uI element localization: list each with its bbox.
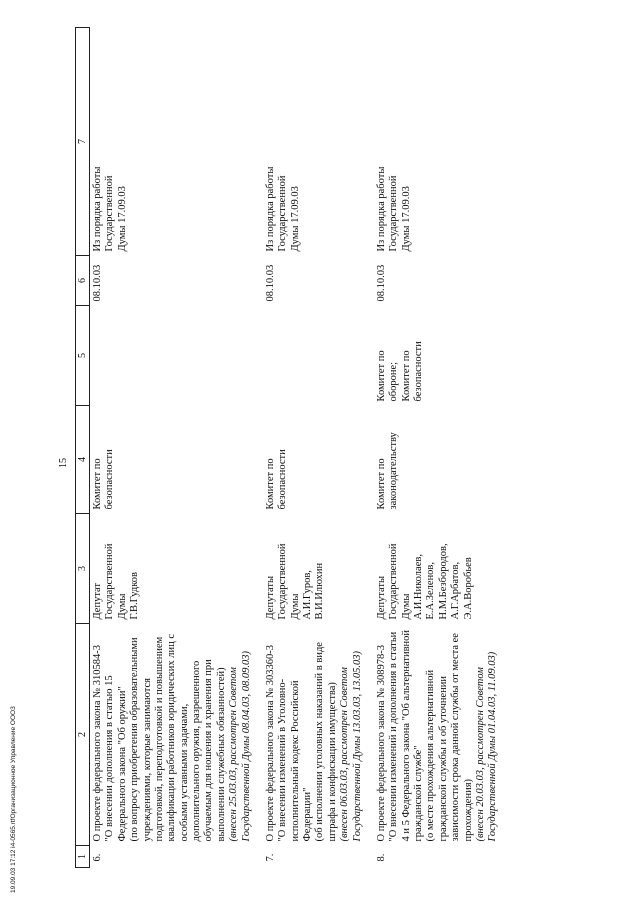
- authors-line: Э.А.Воробьев: [462, 557, 474, 620]
- basis-line: Из порядка работы: [375, 166, 387, 252]
- responsible-committee-line: Комитет по: [375, 458, 387, 510]
- bill-description-line: "О внесении изменений в Уголовно-: [277, 678, 289, 842]
- authors-line: Государственной: [277, 543, 289, 620]
- bill-description: [90, 624, 263, 846]
- page-number: 15: [58, 458, 69, 468]
- basis: [374, 28, 510, 256]
- col-header-5: 5: [76, 306, 90, 406]
- bill-description: [263, 624, 374, 846]
- basis-line: Государственной: [104, 175, 116, 252]
- row-number-text: 7.: [264, 853, 276, 862]
- bill-description-line: выполнении служебных обязанностей): [215, 667, 227, 842]
- basis-line: Из порядка работы: [92, 166, 103, 252]
- authors-line: Думы: [289, 593, 301, 620]
- bill-description-line: (внесен 25.03.03, рассмотрен Советом: [228, 667, 240, 842]
- bill-description-line: гражданской службы и об уточнении: [437, 675, 449, 842]
- column-header-row: [76, 28, 90, 868]
- row-number-text: 8.: [375, 853, 387, 862]
- footer-text: 19.09.03 17:12 i4-0565.rtfОрганизационное Управление ООО3: [10, 706, 17, 893]
- review-date-text: 08.10.03: [375, 264, 387, 302]
- col-header-1: 1: [76, 846, 90, 868]
- responsible-committee: [374, 406, 510, 514]
- basis: [263, 28, 374, 256]
- co-committee: [374, 306, 510, 406]
- authors-line: А.И.Николаев,: [413, 554, 424, 620]
- responsible-committee-line: безопасности: [104, 449, 116, 510]
- bill-description-line: Федерации": [302, 787, 313, 842]
- row-number-text: 6.: [92, 853, 103, 862]
- bill-description-line: Федерального закона "Об оружии": [116, 686, 128, 842]
- row-number: [263, 846, 374, 868]
- co-committee-line: Комитет по: [375, 350, 387, 402]
- review-date: [374, 256, 510, 306]
- basis-line: Думы 17.09.03: [289, 186, 301, 252]
- table-row: [374, 28, 510, 868]
- authors-line: Г.В.Гудков: [129, 571, 141, 620]
- agenda-table: [75, 27, 510, 868]
- bill-description-line: 4 и 5 Федерального закона "Об альтернативной: [400, 629, 412, 842]
- bill-description-line: исполнительный кодекс Российской: [289, 680, 301, 842]
- table-row: [90, 28, 263, 868]
- bill-description-line: квалификации работников юридических лиц с: [166, 633, 178, 842]
- co-committee-line: Комитет по: [400, 350, 412, 402]
- bill-description-line: (внесен 20.03.03, рассмотрен Советом: [474, 667, 486, 842]
- bill-description-line: (об исполнении уголовных наказаний в виде: [314, 642, 326, 842]
- bill-description-line: учреждениями, которые занимаются: [141, 678, 153, 842]
- basis-line: Государственной: [277, 175, 289, 252]
- responsible-committee: [263, 406, 374, 514]
- authors-line: Е.А.Зеленов,: [425, 561, 437, 620]
- responsible-committee-line: законодательству: [388, 432, 400, 510]
- responsible-committee-line: Комитет по: [92, 458, 103, 510]
- bill-description-line: Государственной Думы 08.04.03, 08.09.03): [240, 651, 252, 842]
- basis-line: Из порядка работы: [264, 166, 276, 252]
- bill-description-line: (о месте прохождения альтернативной: [425, 669, 437, 842]
- bill-description-line: подготовкой, переподготовкой и повышением: [153, 636, 165, 842]
- co-committee-line: обороне;: [388, 361, 400, 402]
- col-header-3: 3: [76, 514, 90, 624]
- bill-description-line: О проекте федерального закона № 308978-3: [375, 644, 387, 842]
- rotated-table-sheet: [35, 28, 600, 868]
- bill-description-line: Государственной Думы 01.04.03, 11.09.03): [487, 651, 499, 842]
- authors: [90, 514, 263, 624]
- basis: [90, 28, 263, 256]
- bill-description-line: (внесен 06.03.03, рассмотрен Советом: [339, 667, 351, 842]
- bill-description-line: прохождения): [462, 778, 474, 842]
- authors: [263, 514, 374, 624]
- bill-description: [374, 624, 510, 846]
- authors-line: Думы: [116, 593, 128, 620]
- table-row: [263, 28, 374, 868]
- authors-line: А.И.Гуров,: [302, 570, 313, 620]
- authors-line: Государственной: [388, 543, 400, 620]
- authors-line: В.И.Илюхин: [314, 562, 326, 620]
- review-date-text: 08.10.03: [92, 264, 103, 302]
- bill-description-line: О проекте федерального закона № 310584-3: [92, 644, 103, 842]
- bill-description-line: дополнительного оружия, разрешенного: [191, 660, 202, 842]
- bill-description-line: зависимости срока данной службы от места ее: [450, 633, 462, 842]
- authors-line: Депутаты: [264, 575, 276, 620]
- authors-line: Н.М.Безбородов,: [437, 543, 449, 620]
- responsible-committee: [90, 406, 263, 514]
- basis-line: Думы 17.09.03: [116, 186, 128, 252]
- col-header-2: 2: [76, 624, 90, 846]
- bill-description-line: "О внесении изменений и дополнения в статьи: [388, 631, 400, 842]
- authors-line: Государственной: [104, 543, 116, 620]
- basis-line: Государственной: [388, 175, 400, 252]
- authors-line: Депутаты: [375, 575, 387, 620]
- bill-description-line: особыми уставными задачами,: [178, 703, 190, 842]
- row-number: [374, 846, 510, 868]
- authors-line: А.Г.Арбатов,: [450, 561, 462, 620]
- review-date: [90, 256, 263, 306]
- co-committee: [90, 306, 263, 406]
- bill-description-line: О проекте федерального закона № 303360-3: [264, 644, 276, 842]
- col-header-6: 6: [76, 256, 90, 306]
- authors: [374, 514, 510, 624]
- co-committee-line: безопасности: [413, 341, 424, 402]
- col-header-7: 7: [76, 28, 90, 256]
- row-number: [90, 846, 263, 868]
- authors-line: Депутат: [92, 582, 103, 620]
- responsible-committee-line: Комитет по: [264, 458, 276, 510]
- bill-description-line: гражданской службе": [413, 745, 424, 842]
- bill-description-line: штрафа и конфискации имущества): [326, 682, 338, 842]
- co-committee: [263, 306, 374, 406]
- basis-line: Думы 17.09.03: [400, 186, 412, 252]
- review-date-text: 08.10.03: [264, 264, 276, 302]
- responsible-committee-line: безопасности: [277, 449, 289, 510]
- bill-description-line: Государственной Думы 13.03.03, 13.05.03): [351, 651, 363, 842]
- authors-line: Думы: [400, 593, 412, 620]
- bill-description-line: "О внесении дополнения в статью 15: [104, 675, 116, 842]
- col-header-4: 4: [76, 406, 90, 514]
- review-date: [263, 256, 374, 306]
- bill-description-line: (по вопросу приобретения образовательными: [129, 637, 141, 842]
- bill-description-line: обучаемым для ношения и хранения при: [203, 659, 215, 842]
